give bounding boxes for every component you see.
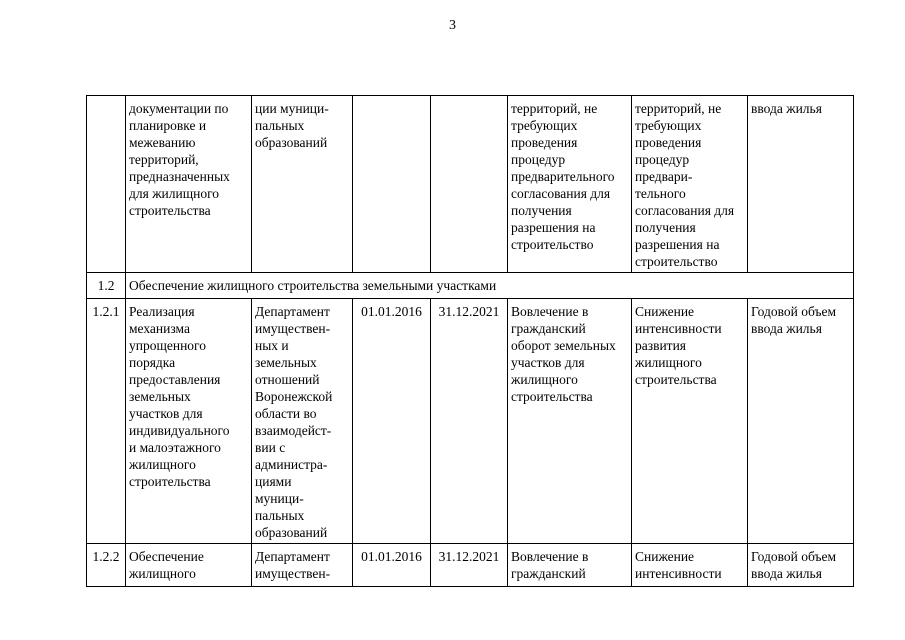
cell-indicator: ввода жилья <box>748 96 854 273</box>
cell-activity: Обеспечение жилищного <box>126 544 252 587</box>
cell-final-result: Снижение интенсивности <box>632 544 748 587</box>
cell-num <box>87 96 126 273</box>
cell-immediate-result: Вовлечение в гражданский оборот земельных участков для жилищного строительства <box>508 299 632 544</box>
section-row <box>87 273 854 299</box>
cell-start-date: 01.01.2016 <box>353 544 431 587</box>
cell-immediate-result: территорий, не требующих проведения процедур предварительного согласования для получения разрешения на строительство <box>508 96 632 273</box>
cell-indicator: Годовой объем ввода жилья <box>748 544 854 587</box>
cell-indicator: Годовой объем ввода жилья <box>748 299 854 544</box>
cell-activity: документации по планировке и межеванию территорий, предназначенных для жилищного строительства <box>126 96 252 273</box>
cell-activity: Реализация механизма упрощенного порядка предоставления земельных участков для индивидуального и малоэтажного жилищного строительства <box>126 299 252 544</box>
measures-table <box>86 95 854 587</box>
cell-executor: Департамент имуществен- <box>252 544 353 587</box>
cell-num: 1.2.2 <box>87 544 126 587</box>
section-num: 1.2 <box>87 273 126 299</box>
cell-final-result: территорий, не требующих проведения процедур предвари- тельного согласования для получения разрешения на строительство <box>632 96 748 273</box>
table-row <box>87 299 854 544</box>
section-title: Обеспечение жилищного строительства земельными участками <box>126 273 854 299</box>
cell-executor: ции муници- пальных образований <box>252 96 353 273</box>
page-number: 3 <box>449 18 456 33</box>
cell-final-result: Снижение интенсивности развития жилищного строительства <box>632 299 748 544</box>
cell-end-date <box>431 96 508 273</box>
cell-immediate-result: Вовлечение в гражданский <box>508 544 632 587</box>
cell-start-date <box>353 96 431 273</box>
table-row <box>87 96 854 273</box>
cell-executor: Департамент имуществен- ных и земельных отношений Воронежской области во взаимодейст- вии с администра- циями муници- пальных образований <box>252 299 353 544</box>
table-row <box>87 544 854 587</box>
cell-start-date: 01.01.2016 <box>353 299 431 544</box>
cell-end-date: 31.12.2021 <box>431 544 508 587</box>
cell-num: 1.2.1 <box>87 299 126 544</box>
cell-end-date: 31.12.2021 <box>431 299 508 544</box>
